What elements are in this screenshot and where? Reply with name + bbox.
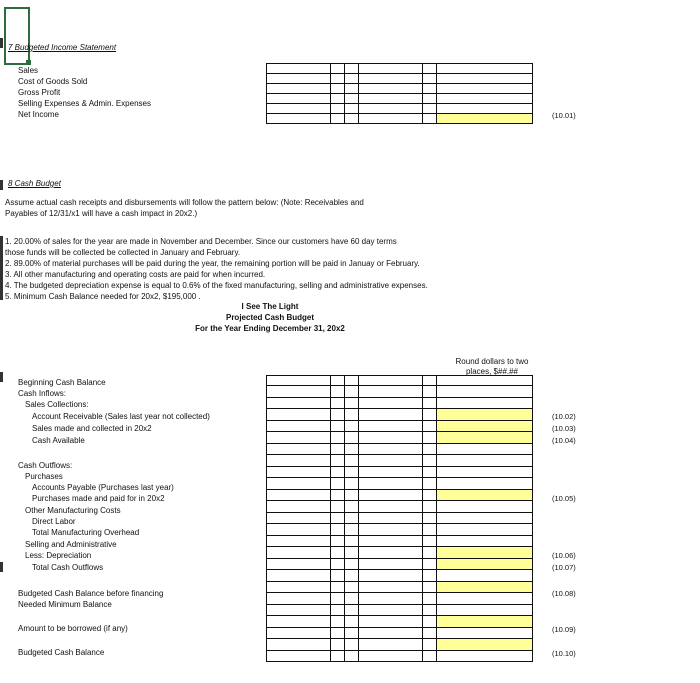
grid-cell[interactable] [437, 478, 533, 490]
grid-cell[interactable] [437, 64, 533, 74]
grid-cell[interactable] [267, 455, 331, 467]
grid-cell[interactable] [267, 466, 331, 478]
grid-cell[interactable] [423, 512, 437, 524]
cash-row-label: Direct Labor [32, 517, 76, 526]
net-income-answer-cell[interactable] [437, 114, 533, 124]
grid-row [267, 650, 533, 662]
cell-selection-box[interactable] [4, 7, 30, 65]
grid-cell[interactable] [423, 84, 437, 94]
grid-cell[interactable] [423, 604, 437, 616]
grid-cell[interactable] [331, 581, 345, 593]
grid-cell[interactable] [437, 94, 533, 104]
grid-cell[interactable] [437, 524, 533, 536]
grid-row [267, 420, 533, 432]
cash-row-label: Budgeted Cash Balance before financing [18, 589, 164, 598]
grid-cell[interactable] [423, 639, 437, 651]
grid-cell[interactable] [437, 104, 533, 114]
grid-cell[interactable] [423, 409, 437, 421]
grid-row [267, 627, 533, 639]
grid-cell[interactable] [437, 593, 533, 605]
grid-cell[interactable] [331, 604, 345, 616]
grid-cell[interactable] [331, 455, 345, 467]
income-statement-title: 7 Budgeted Income Statement [8, 43, 117, 52]
grid-cell[interactable] [359, 114, 423, 124]
grid-cell[interactable] [267, 547, 331, 559]
grid-cell[interactable] [331, 478, 345, 490]
grid-cell[interactable] [359, 104, 423, 114]
grid-cell[interactable] [331, 524, 345, 536]
grid-cell[interactable] [331, 104, 345, 114]
grid-cell[interactable] [345, 94, 359, 104]
grid-cell[interactable] [359, 593, 423, 605]
grid-cell[interactable] [423, 535, 437, 547]
grid-row [267, 535, 533, 547]
grid-cell[interactable] [345, 104, 359, 114]
grid-cell[interactable] [359, 524, 423, 536]
grid-cell[interactable] [345, 535, 359, 547]
cash-row-label: Total Manufacturing Overhead [32, 528, 140, 537]
grid-cell[interactable] [345, 84, 359, 94]
grid-row [267, 409, 533, 421]
grid-cell[interactable] [359, 650, 423, 662]
grid-cell[interactable] [345, 466, 359, 478]
grid-cell[interactable] [345, 639, 359, 651]
grid-cell[interactable] [345, 376, 359, 386]
grid-cell[interactable] [359, 376, 423, 386]
grid-row [267, 639, 533, 651]
income-row-label: Sales [18, 66, 39, 75]
grid-cell[interactable] [345, 397, 359, 409]
answer-code: (10.07) [552, 563, 576, 572]
income-row-label: Cost of Goods Sold [18, 77, 88, 86]
cash-row-label: Cash Outflows: [18, 461, 73, 470]
grid-cell[interactable] [331, 512, 345, 524]
grid-cell[interactable] [423, 547, 437, 559]
grid-cell[interactable] [359, 489, 423, 501]
grid-cell[interactable] [359, 409, 423, 421]
grid-cell[interactable] [345, 386, 359, 398]
answer-code: (10.09) [552, 625, 576, 634]
cash-row-label: Budgeted Cash Balance [18, 648, 105, 657]
grid-cell[interactable] [423, 627, 437, 639]
cash-budget-grid [266, 375, 533, 662]
grid-cell[interactable] [331, 489, 345, 501]
grid-cell[interactable] [423, 104, 437, 114]
grid-cell[interactable] [345, 512, 359, 524]
grid-cell[interactable] [437, 376, 533, 386]
grid-cell[interactable] [267, 639, 331, 651]
grid-cell[interactable] [359, 74, 423, 84]
grid-cell[interactable] [267, 512, 331, 524]
grid-row [267, 593, 533, 605]
grid-cell[interactable] [331, 94, 345, 104]
cash-row-label: Total Cash Outflows [32, 563, 104, 572]
grid-cell[interactable] [267, 432, 331, 444]
grid-cell[interactable] [267, 501, 331, 513]
cash-budget-title: 8 Cash Budget [8, 179, 61, 188]
grid-cell[interactable] [423, 570, 437, 582]
grid-cell[interactable] [331, 558, 345, 570]
grid-cell[interactable] [331, 409, 345, 421]
grid-cell[interactable] [331, 397, 345, 409]
grid-cell[interactable] [267, 376, 331, 386]
fill-handle[interactable] [26, 60, 31, 65]
assumption-note: 4. The budgeted depreciation expense is equal to 0.6% of the fixed manufacturing, selling and administrative expenses. [5, 281, 428, 290]
grid-cell[interactable] [423, 64, 437, 74]
grid-cell[interactable] [267, 397, 331, 409]
grid-cell[interactable] [437, 74, 533, 84]
grid-cell[interactable] [267, 94, 331, 104]
grid-cell[interactable] [267, 386, 331, 398]
answer-code: (10.06) [552, 551, 576, 560]
grid-cell[interactable] [437, 84, 533, 94]
grid-row [267, 376, 533, 386]
assumption-note: those funds will be collected be collected in January and February. [5, 248, 241, 257]
grid-cell[interactable] [345, 489, 359, 501]
grid-cell[interactable] [331, 443, 345, 455]
grid-cell[interactable] [345, 114, 359, 124]
grid-cell[interactable] [437, 397, 533, 409]
grid-cell[interactable] [423, 74, 437, 84]
grid-cell[interactable] [423, 386, 437, 398]
grid-cell[interactable] [359, 570, 423, 582]
income-row-label: Gross Profit [18, 88, 61, 97]
row-marker [0, 180, 3, 190]
grid-cell[interactable] [359, 547, 423, 559]
grid-cell[interactable] [359, 639, 423, 651]
grid-cell[interactable] [359, 432, 423, 444]
answer-code: (10.01) [552, 111, 576, 120]
cash-row-label: Purchases [25, 472, 63, 481]
answer-code: (10.05) [552, 494, 576, 503]
grid-row [267, 512, 533, 524]
answer-code: (10.08) [552, 589, 576, 598]
assumption-note: 5. Minimum Cash Balance needed for 20x2, $195,000 . [5, 292, 201, 301]
cash-row-label: Purchases made and paid for in 20x2 [32, 494, 165, 503]
cash-row-label: Cash Available [32, 436, 85, 445]
grid-cell[interactable] [423, 443, 437, 455]
grid-cell[interactable] [423, 478, 437, 490]
grid-cell[interactable] [345, 616, 359, 628]
grid-cell[interactable] [331, 376, 345, 386]
assumption-note: 2. 89.00% of material purchases will be paid during the year, the remaining portion will be paid in Januay or February. [5, 259, 420, 268]
grid-cell[interactable] [359, 443, 423, 455]
grid-cell[interactable] [331, 432, 345, 444]
grid-row [267, 501, 533, 513]
grid-cell[interactable] [423, 114, 437, 124]
round-note: places, $##.## [465, 367, 519, 376]
grid-cell[interactable] [267, 74, 331, 84]
grid-cell[interactable] [359, 604, 423, 616]
grid-cell[interactable] [345, 627, 359, 639]
grid-cell[interactable] [423, 376, 437, 386]
grid-cell[interactable] [359, 558, 423, 570]
grid-cell[interactable] [267, 84, 331, 94]
cash-row-label: Account Receivable (Sales last year not collected) [32, 412, 210, 421]
grid-cell[interactable] [423, 420, 437, 432]
grid-cell[interactable] [267, 593, 331, 605]
grid-cell[interactable] [359, 84, 423, 94]
grid-cell[interactable] [267, 64, 331, 74]
grid-cell[interactable] [359, 501, 423, 513]
grid-cell[interactable] [345, 74, 359, 84]
grid-cell[interactable] [345, 501, 359, 513]
grid-row [267, 478, 533, 490]
grid-cell[interactable] [345, 593, 359, 605]
grid-cell[interactable] [345, 524, 359, 536]
grid-row [267, 616, 533, 628]
grid-row [267, 547, 533, 559]
grid-cell[interactable] [267, 627, 331, 639]
income-statement-grid [266, 63, 533, 124]
grid-cell[interactable] [345, 558, 359, 570]
row-marker [0, 38, 3, 48]
income-row-label: Net Income [18, 110, 59, 119]
grid-cell[interactable] [359, 466, 423, 478]
grid-row [267, 581, 533, 593]
grid-cell[interactable] [423, 650, 437, 662]
cash-row-label: Needed Minimum Balance [18, 600, 112, 609]
grid-cell[interactable] [331, 501, 345, 513]
grid-cell[interactable] [423, 397, 437, 409]
grid-cell[interactable] [345, 432, 359, 444]
grid-cell[interactable] [423, 593, 437, 605]
grid-cell[interactable] [331, 627, 345, 639]
grid-row [267, 455, 533, 467]
answer-code: (10.03) [552, 424, 576, 433]
grid-cell[interactable] [345, 547, 359, 559]
grid-cell[interactable] [331, 535, 345, 547]
grid-cell[interactable] [437, 443, 533, 455]
grid-cell[interactable] [359, 581, 423, 593]
row-marker [0, 372, 3, 382]
grid-cell[interactable] [267, 524, 331, 536]
grid-cell[interactable] [267, 581, 331, 593]
grid-cell[interactable] [423, 489, 437, 501]
grid-cell[interactable] [331, 74, 345, 84]
grid-cell[interactable] [359, 512, 423, 524]
grid-row [267, 443, 533, 455]
grid-row [267, 397, 533, 409]
grid-row [267, 466, 533, 478]
answer-cell[interactable] [437, 420, 533, 432]
grid-row [267, 604, 533, 616]
grid-cell[interactable] [331, 420, 345, 432]
grid-cell[interactable] [345, 570, 359, 582]
grid-cell[interactable] [267, 478, 331, 490]
grid-cell[interactable] [267, 604, 331, 616]
cash-row-label: Amount to be borrowed (if any) [18, 624, 128, 633]
answer-code: (10.04) [552, 436, 576, 445]
cash-row-label: Selling and Administrative [25, 540, 117, 549]
grid-cell[interactable] [345, 420, 359, 432]
row-marker [0, 562, 3, 572]
grid-row [267, 489, 533, 501]
cash-row-label: Beginning Cash Balance [18, 378, 106, 387]
grid-cell[interactable] [345, 455, 359, 467]
cash-row-label: Accounts Payable (Purchases last year) [32, 483, 174, 492]
grid-row [267, 432, 533, 444]
answer-cell[interactable] [437, 409, 533, 421]
answer-cell[interactable] [437, 639, 533, 651]
grid-cell[interactable] [331, 570, 345, 582]
grid-cell[interactable] [345, 478, 359, 490]
grid-cell[interactable] [331, 593, 345, 605]
cash-row-label: Other Manufacturing Costs [25, 506, 121, 515]
grid-cell[interactable] [423, 501, 437, 513]
grid-cell[interactable] [267, 489, 331, 501]
answer-cell[interactable] [437, 558, 533, 570]
grid-row [267, 570, 533, 582]
grid-cell[interactable] [331, 639, 345, 651]
grid-cell[interactable] [267, 616, 331, 628]
intro-text: Payables of 12/31/x1 will have a cash impact in 20x2.) [5, 209, 198, 218]
grid-cell[interactable] [331, 386, 345, 398]
report-period: For the Year Ending December 31, 20x2 [195, 324, 345, 333]
cash-row-label: Sales Collections: [25, 400, 89, 409]
grid-cell[interactable] [423, 94, 437, 104]
grid-cell[interactable] [359, 478, 423, 490]
grid-cell[interactable] [359, 455, 423, 467]
grid-cell[interactable] [437, 627, 533, 639]
grid-cell[interactable] [423, 616, 437, 628]
answer-cell[interactable] [437, 432, 533, 444]
assumption-note: 3. All other manufacturing and operating costs are paid for when incurred. [5, 270, 266, 279]
grid-cell[interactable] [331, 466, 345, 478]
cash-row-label: Less: Depreciation [25, 551, 92, 560]
round-note: Round dollars to two [455, 357, 529, 366]
grid-cell[interactable] [331, 547, 345, 559]
grid-cell[interactable] [437, 455, 533, 467]
assumption-note: 1. 20.00% of sales for the year are made in November and December. Since our customers have 60 day terms [5, 237, 397, 246]
grid-cell[interactable] [359, 627, 423, 639]
grid-cell[interactable] [423, 581, 437, 593]
grid-cell[interactable] [331, 64, 345, 74]
answer-cell[interactable] [437, 581, 533, 593]
grid-cell[interactable] [345, 650, 359, 662]
answer-code: (10.10) [552, 649, 576, 658]
grid-cell[interactable] [437, 512, 533, 524]
grid-cell[interactable] [345, 443, 359, 455]
grid-cell[interactable] [359, 386, 423, 398]
grid-cell[interactable] [423, 558, 437, 570]
grid-cell[interactable] [359, 616, 423, 628]
grid-cell[interactable] [345, 64, 359, 74]
grid-cell[interactable] [331, 650, 345, 662]
grid-cell[interactable] [267, 104, 331, 114]
answer-cell[interactable] [437, 547, 533, 559]
grid-cell[interactable] [359, 535, 423, 547]
grid-cell[interactable] [331, 616, 345, 628]
grid-cell[interactable] [345, 604, 359, 616]
income-row-label: Selling Expenses & Admin. Expenses [18, 99, 151, 108]
cash-row-label: Sales made and collected in 20x2 [32, 424, 152, 433]
grid-cell[interactable] [267, 570, 331, 582]
grid-cell[interactable] [423, 432, 437, 444]
grid-cell[interactable] [267, 535, 331, 547]
grid-cell[interactable] [359, 397, 423, 409]
grid-cell[interactable] [331, 84, 345, 94]
answer-code: (10.02) [552, 412, 576, 421]
grid-row [267, 386, 533, 398]
row-marker [0, 236, 3, 300]
company-name: I See The Light [241, 302, 299, 311]
grid-cell[interactable] [267, 114, 331, 124]
grid-row [267, 558, 533, 570]
grid-cell[interactable] [437, 386, 533, 398]
grid-cell[interactable] [267, 650, 331, 662]
grid-cell[interactable] [437, 535, 533, 547]
grid-cell[interactable] [267, 558, 331, 570]
grid-cell[interactable] [267, 443, 331, 455]
grid-cell[interactable] [359, 420, 423, 432]
grid-cell[interactable] [423, 466, 437, 478]
grid-cell[interactable] [437, 466, 533, 478]
grid-cell[interactable] [423, 455, 437, 467]
grid-cell[interactable] [267, 420, 331, 432]
grid-cell[interactable] [359, 94, 423, 104]
answer-cell[interactable] [437, 616, 533, 628]
grid-cell[interactable] [423, 524, 437, 536]
grid-cell[interactable] [437, 501, 533, 513]
report-title: Projected Cash Budget [225, 313, 314, 322]
intro-text: Assume actual cash receipts and disbursements will follow the pattern below: (Note: Receivables and [5, 198, 364, 207]
grid-cell[interactable] [267, 409, 331, 421]
cash-row-label: Cash Inflows: [18, 389, 67, 398]
grid-cell[interactable] [437, 570, 533, 582]
grid-cell[interactable] [345, 409, 359, 421]
grid-cell[interactable] [437, 604, 533, 616]
answer-cell[interactable] [437, 489, 533, 501]
grid-cell[interactable] [437, 650, 533, 662]
grid-cell[interactable] [345, 581, 359, 593]
grid-row [267, 524, 533, 536]
grid-cell[interactable] [359, 64, 423, 74]
grid-cell[interactable] [331, 114, 345, 124]
